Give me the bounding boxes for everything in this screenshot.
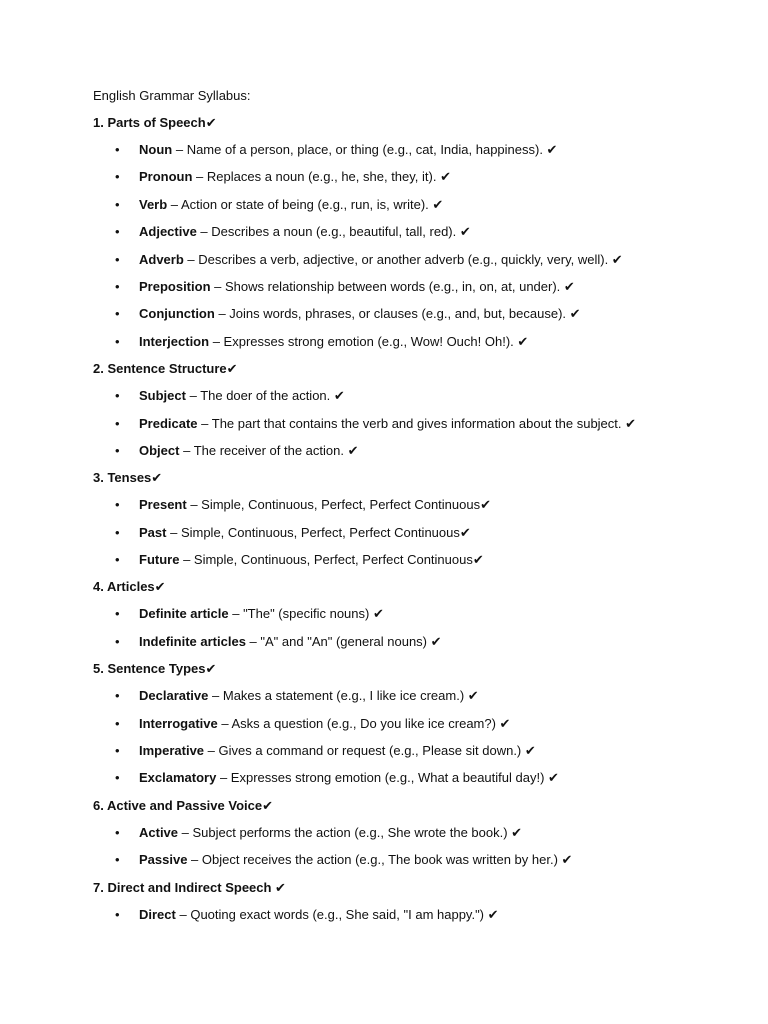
item-term: Interjection xyxy=(139,333,210,349)
bullet-icon: • xyxy=(115,906,120,922)
section-sentence-structure xyxy=(93,359,733,461)
section-heading: 6. Active and Passive Voice✔ xyxy=(93,797,273,813)
item-term: Interrogative xyxy=(139,715,218,731)
bullet-icon: • xyxy=(115,852,120,868)
bullet-icon: • xyxy=(115,552,120,568)
list-item xyxy=(93,550,733,570)
item-term: Subject xyxy=(139,388,186,404)
bullet-icon: • xyxy=(115,169,120,185)
item-dash: – xyxy=(179,552,194,568)
item-dash: – xyxy=(214,306,230,322)
bullet-icon: • xyxy=(115,415,120,431)
list-item xyxy=(93,850,733,870)
bullet-icon: • xyxy=(115,715,120,731)
item-dash: – xyxy=(172,142,187,157)
list-item xyxy=(93,386,733,406)
list-item xyxy=(93,686,733,706)
item-description: Expresses strong emotion (e.g., Wow! Ouch! Oh!). ✔ xyxy=(223,333,529,349)
section-heading: 3. Tenses✔ xyxy=(93,470,163,486)
item-term: Imperative xyxy=(139,743,205,759)
item-dash: – xyxy=(196,224,212,240)
section-active-passive-voice xyxy=(93,796,733,870)
list-item xyxy=(93,905,733,925)
section-heading: 7. Direct and Indirect Speech ✔ xyxy=(93,879,286,895)
bullet-list xyxy=(93,823,733,870)
item-term: Adjective xyxy=(139,224,197,240)
bullet-icon: • xyxy=(115,524,120,540)
item-description: Shows relationship between words (e.g., in, on, at, under). ✔ xyxy=(224,278,575,294)
bullet-list xyxy=(93,140,733,352)
item-dash: – xyxy=(179,442,194,458)
item-description: Subject performs the action (e.g., She wrote the book.) ✔ xyxy=(192,824,523,840)
section-parts-of-speech xyxy=(93,113,733,352)
section-tenses xyxy=(93,468,733,570)
list-item xyxy=(93,604,733,624)
item-description: Gives a command or request (e.g., Please sit down.) ✔ xyxy=(218,743,536,759)
bullet-icon: • xyxy=(115,251,120,267)
item-term: Predicate xyxy=(139,415,198,431)
bullet-icon: • xyxy=(115,142,120,157)
item-description: Makes a statement (e.g., I like ice cream.) ✔ xyxy=(222,688,479,704)
section-heading: 1. Parts of Speech✔ xyxy=(93,115,217,130)
section-heading: 2. Sentence Structure✔ xyxy=(93,361,238,377)
list-item xyxy=(93,167,733,187)
item-dash: – xyxy=(245,633,261,649)
item-description: Name of a person, place, or thing (e.g., cat, India, happiness). ✔ xyxy=(186,142,558,157)
item-dash: – xyxy=(166,524,181,540)
bullet-icon: • xyxy=(115,824,120,840)
bullet-icon: • xyxy=(115,497,120,513)
item-term: Passive xyxy=(139,852,188,868)
list-item xyxy=(93,823,733,843)
list-item xyxy=(93,441,733,461)
list-item xyxy=(93,523,733,543)
list-item xyxy=(93,495,733,515)
item-description: The part that contains the verb and gives information about the subject. ✔ xyxy=(211,415,637,431)
item-dash: – xyxy=(204,743,219,759)
item-dash: – xyxy=(175,906,191,922)
list-item xyxy=(93,741,733,761)
item-dash: – xyxy=(185,388,201,404)
item-dash: – xyxy=(178,824,193,840)
item-dash: – xyxy=(192,169,207,185)
bullet-icon: • xyxy=(115,633,120,649)
item-dash: – xyxy=(210,278,225,294)
list-item xyxy=(93,222,733,242)
item-term: Pronoun xyxy=(139,169,193,185)
item-description: Action or state of being (e.g., run, is, write). ✔ xyxy=(180,196,444,212)
bullet-icon: • xyxy=(115,688,120,704)
item-description: The receiver of the action. ✔ xyxy=(193,442,359,458)
list-item xyxy=(93,768,733,788)
list-item xyxy=(93,414,733,434)
item-description: "The" (specific nouns) ✔ xyxy=(243,606,384,622)
item-description: Simple, Continuous, Perfect, Perfect Continuous✔ xyxy=(201,497,491,513)
list-item xyxy=(93,714,733,734)
list-item xyxy=(93,140,733,160)
item-term: Definite article xyxy=(139,606,229,622)
item-dash: – xyxy=(208,688,223,704)
item-dash: – xyxy=(186,497,202,513)
section-direct-indirect-speech xyxy=(93,878,733,925)
item-description: Object receives the action (e.g., The book was written by her.) ✔ xyxy=(201,852,573,868)
bullet-list xyxy=(93,386,733,461)
section-sentence-types xyxy=(93,659,733,788)
item-dash: – xyxy=(216,770,231,786)
item-term: Preposition xyxy=(139,278,211,294)
bullet-icon: • xyxy=(115,770,120,786)
item-dash: – xyxy=(183,251,199,267)
section-heading: 5. Sentence Types✔ xyxy=(93,661,217,677)
item-term: Exclamatory xyxy=(139,770,217,786)
bullet-icon: • xyxy=(115,306,120,322)
item-term: Present xyxy=(139,497,187,513)
item-dash: – xyxy=(187,852,202,868)
item-description: Describes a verb, adjective, or another adverb (e.g., quickly, very, well). ✔ xyxy=(198,251,623,267)
document-title: English Grammar Syllabus: xyxy=(93,88,251,103)
item-term: Indefinite articles xyxy=(139,633,246,649)
item-dash: – xyxy=(197,415,212,431)
bullet-icon: • xyxy=(115,196,120,212)
list-item xyxy=(93,250,733,270)
item-term: Verb xyxy=(139,196,168,212)
item-term: Conjunction xyxy=(139,306,215,322)
item-term: Direct xyxy=(139,906,176,922)
item-term: Active xyxy=(139,824,179,840)
bullet-icon: • xyxy=(115,442,120,458)
item-description: "A" and "An" (general nouns) ✔ xyxy=(260,633,442,649)
list-item xyxy=(93,277,733,297)
item-description: Expresses strong emotion (e.g., What a beautiful day!) ✔ xyxy=(230,770,559,786)
item-description: Replaces a noun (e.g., he, she, they, it). ✔ xyxy=(206,169,451,185)
item-description: Quoting exact words (e.g., She said, "I am happy.") ✔ xyxy=(190,906,499,922)
item-description: Simple, Continuous, Perfect, Perfect Continuous✔ xyxy=(193,552,484,568)
bullet-list xyxy=(93,905,733,925)
item-term: Declarative xyxy=(139,688,209,704)
bullet-icon: • xyxy=(115,388,120,404)
item-description: Joins words, phrases, or clauses (e.g., and, but, because). ✔ xyxy=(229,306,581,322)
item-term: Past xyxy=(139,524,167,540)
section-articles xyxy=(93,577,733,651)
bullet-list xyxy=(93,604,733,651)
item-term: Noun xyxy=(139,142,173,157)
item-dash: – xyxy=(209,333,224,349)
bullet-list xyxy=(93,686,733,788)
list-item xyxy=(93,195,733,215)
item-term: Future xyxy=(139,552,180,568)
list-item xyxy=(93,332,733,352)
bullet-icon: • xyxy=(115,333,120,349)
document-page xyxy=(93,86,733,932)
item-dash: – xyxy=(228,606,244,622)
item-dash: – xyxy=(217,715,232,731)
item-term: Adverb xyxy=(139,251,184,267)
list-item xyxy=(93,304,733,324)
item-description: The doer of the action. ✔ xyxy=(200,388,345,404)
bullet-icon: • xyxy=(115,606,120,622)
item-term: Object xyxy=(139,442,180,458)
bullet-icon: • xyxy=(115,743,120,759)
item-description: Asks a question (e.g., Do you like ice cream?) ✔ xyxy=(231,715,511,731)
section-heading: 4. Articles✔ xyxy=(93,579,166,595)
bullet-icon: • xyxy=(115,278,120,294)
list-item xyxy=(93,632,733,652)
bullet-list xyxy=(93,495,733,570)
bullet-icon: • xyxy=(115,224,120,240)
item-description: Describes a noun (e.g., beautiful, tall, red). ✔ xyxy=(211,224,471,240)
item-description: Simple, Continuous, Perfect, Perfect Continuous✔ xyxy=(180,524,471,540)
item-dash: – xyxy=(167,196,181,212)
